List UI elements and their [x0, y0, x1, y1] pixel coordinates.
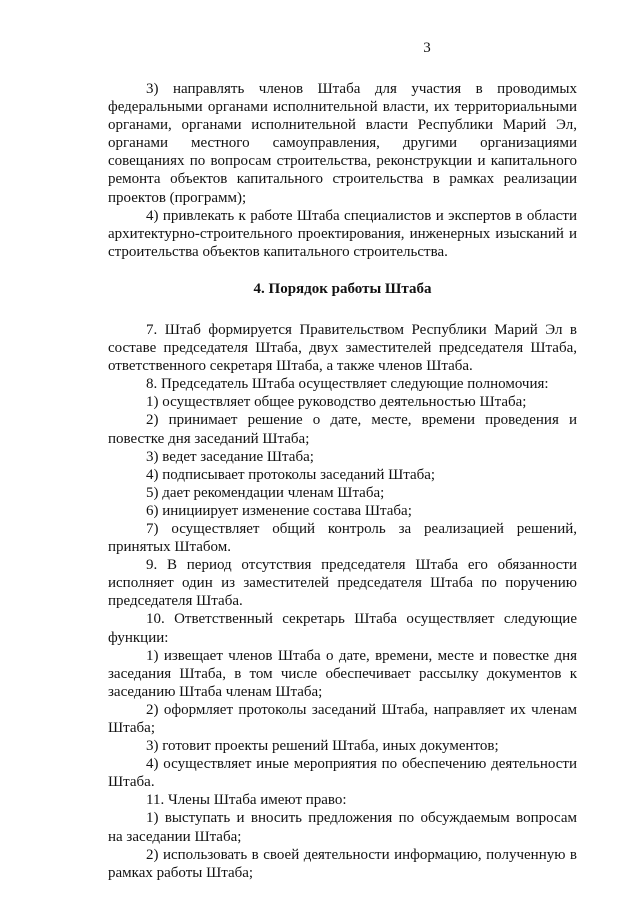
paragraph: 10. Ответственный секретарь Штаба осуществляет следующие функции:	[108, 611, 577, 646]
paragraph: 1) выступать и вносить предложения по обсуждаемым вопросам на заседании Штаба;	[108, 810, 577, 845]
paragraph: 3) направлять членов Штаба для участия в проводимых федеральными органами исполнительной власти, их территориальными органами, органами исполнительной власти Республики Марий Эл, органами местного самоуправления, другими организациями совещаниях по вопросам строительства, реконструкции и капитального ремонта объектов капитального строительства в рамках реализации проектов (программ);	[108, 81, 577, 206]
document-body	[108, 80, 577, 882]
paragraph: 1) осуществляет общее руководство деятельностью Штаба;	[146, 394, 527, 411]
section-title: 4. Порядок работы Штаба	[253, 280, 432, 297]
paragraph: 4) подписывает протоколы заседаний Штаба;	[146, 466, 436, 483]
paragraph: 4) привлекать к работе Штаба специалистов и экспертов в области архитектурно-строительного проектирования, инженерных изысканий и строительства объектов капитального строительства.	[108, 207, 577, 260]
paragraph: 1) извещает членов Штаба о дате, времени, месте и повестке дня заседания Штаба, в том числе обеспечивает рассылку документов к заседанию Штаба членам Штаба;	[108, 647, 577, 700]
paragraph: 7) осуществляет общий контроль за реализацией решений, принятых Штабом.	[108, 520, 577, 556]
paragraph: 11. Члены Штаба имеют право:	[146, 792, 347, 809]
paragraph: 5) дает рекомендации членам Штаба;	[146, 484, 385, 501]
paragraph: 2) использовать в своей деятельности информацию, полученную в рамках работы Штаба;	[108, 846, 577, 881]
paragraph: 8. Председатель Штаба осуществляет следующие полномочия:	[146, 376, 549, 393]
paragraph: 2) оформляет протоколы заседаний Штаба, направляет их членам Штаба;	[108, 701, 577, 736]
paragraph: 7. Штаб формируется Правительством Республики Марий Эл в составе председателя Штаба, двух заместителей председателя Штаба, ответственного секретаря Штаба, а также членов Штаба.	[108, 321, 577, 375]
page-number: 3	[423, 40, 431, 56]
paragraph: 6) инициирует изменение состава Штаба;	[146, 502, 412, 519]
paragraph: 3) ведет заседание Штаба;	[146, 448, 314, 465]
paragraph: 2) принимает решение о дате, месте, времени проведения и повестке дня заседаний Штаба;	[108, 412, 577, 447]
paragraph: 3) готовит проекты решений Штаба, иных документов;	[146, 738, 499, 755]
paragraph: 9. В период отсутствия председателя Штаба его обязанности исполняет один из заместителей председателя Штаба по поручению председателя Штаба.	[108, 557, 577, 610]
paragraph: 4) осуществляет иные мероприятия по обеспечению деятельности Штаба.	[108, 756, 577, 791]
